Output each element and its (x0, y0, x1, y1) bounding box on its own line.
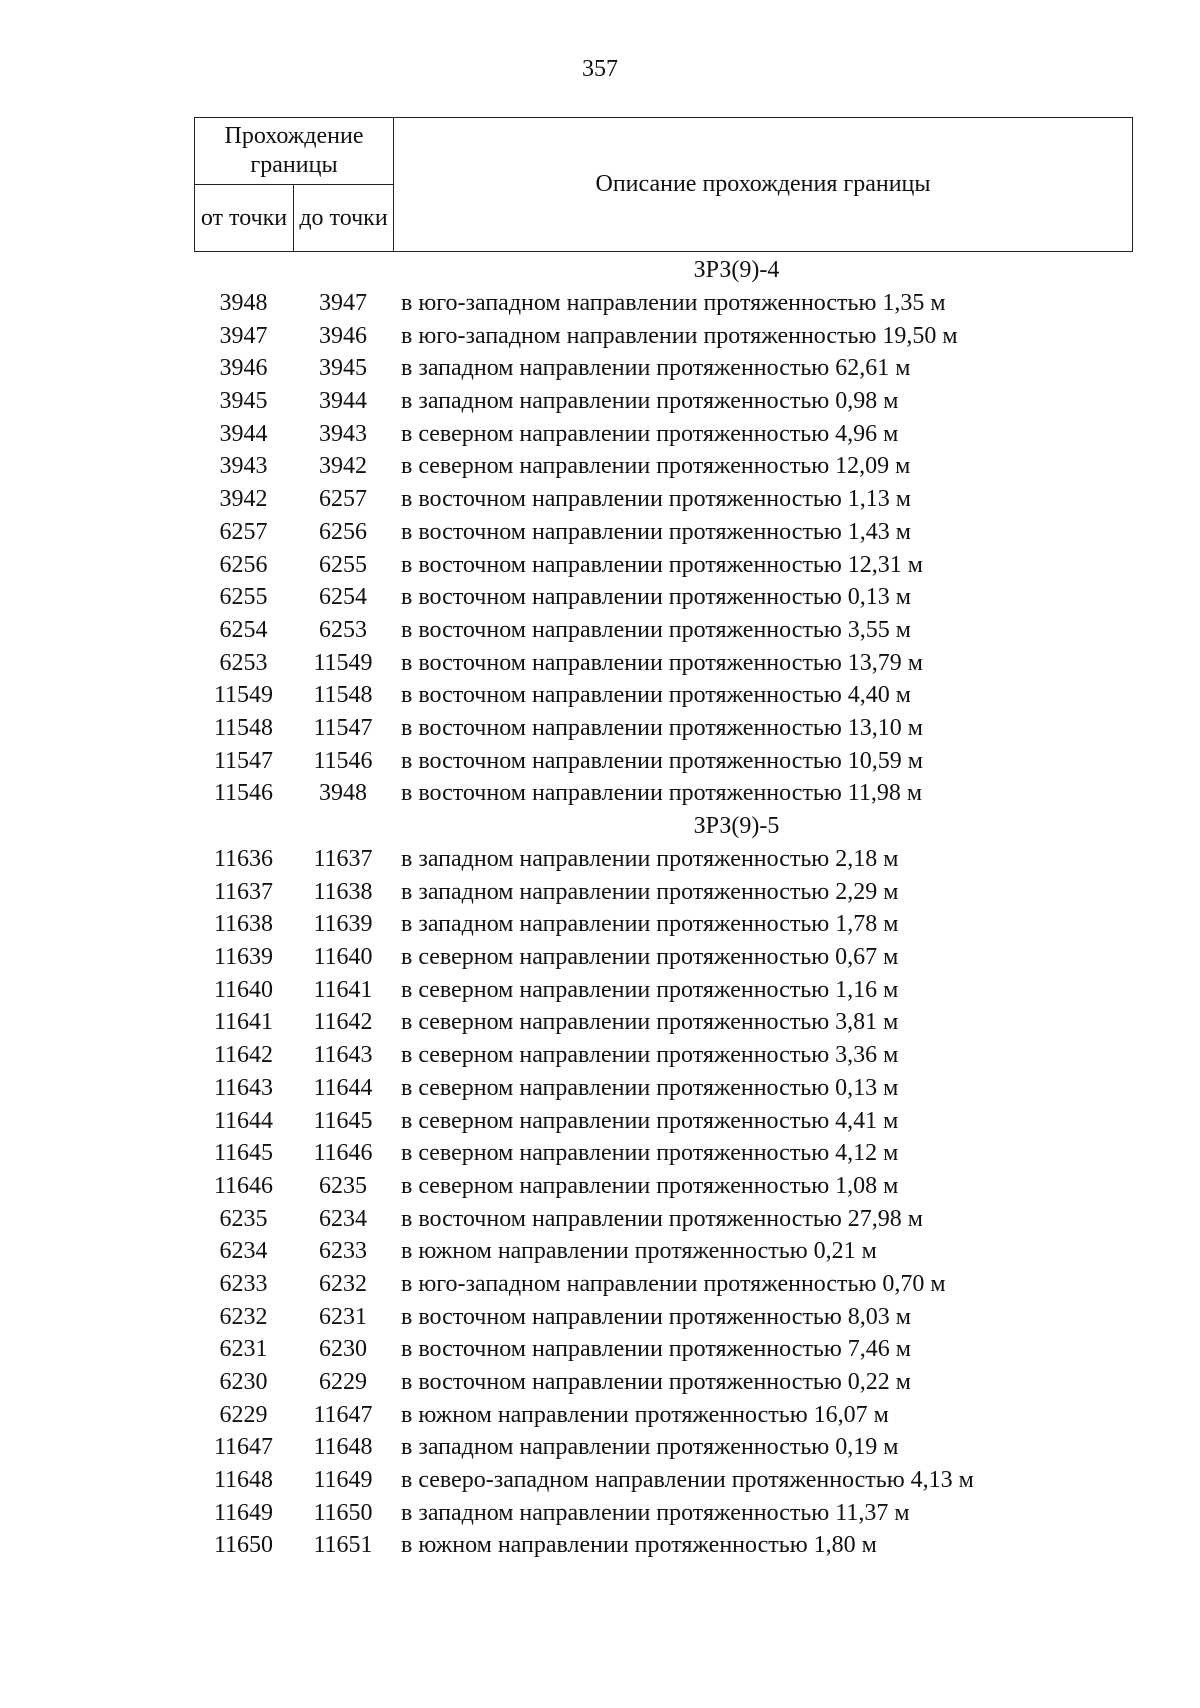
cell-to-point: 11637 (313, 846, 373, 872)
table-row (194, 516, 1134, 549)
cell-from-point: 3943 (219, 453, 268, 480)
cell-to-point: 3947 (319, 290, 367, 316)
cell-from-point: 11642 (213, 1042, 274, 1069)
cell-to-point: 11548 (313, 682, 373, 709)
cell-from-point: 11639 (213, 944, 274, 971)
table-row (194, 941, 1134, 974)
cell-to-point: 3942 (319, 453, 367, 480)
cell-to-point: 3943 (319, 420, 367, 447)
cell-description: в восточном направлении протяженностью 0,13 м (401, 584, 911, 611)
cell-description: в северном направлении протяженностью 1,16 м (401, 976, 899, 1003)
cell-description: в северном направлении протяженностью 4,41 м (401, 1107, 899, 1134)
cell-to-point: 3946 (319, 322, 367, 349)
cell-from-point: 11648 (213, 1467, 274, 1494)
cell-to-point: 6256 (319, 518, 367, 545)
cell-from-point: 11647 (213, 1434, 274, 1461)
table-row (194, 1235, 1134, 1268)
section-title: ЗРЗ(9)-5 (693, 813, 780, 839)
cell-to-point: 6230 (319, 1336, 367, 1363)
cell-description: в восточном направлении протяженностью 11,98 м (401, 780, 923, 807)
cell-description: в западном направлении протяженностью 0,19 м (401, 1434, 899, 1461)
cell-to-point: 11649 (313, 1467, 373, 1494)
cell-from-point: 6230 (219, 1369, 268, 1395)
cell-from-point: 11649 (213, 1499, 274, 1526)
cell-from-point: 6255 (219, 584, 268, 611)
table-row (194, 352, 1134, 385)
table-row (194, 1039, 1134, 1072)
cell-description: в восточном направлении протяженностью 8,03 м (401, 1303, 911, 1330)
cell-description: в восточном направлении протяженностью 0,22 м (401, 1369, 911, 1395)
cell-to-point: 11651 (313, 1532, 373, 1559)
cell-from-point: 11637 (213, 878, 274, 905)
cell-to-point: 11646 (313, 1140, 373, 1167)
table-row (194, 450, 1134, 483)
cell-description: в северном направлении протяженностью 3,36 м (401, 1042, 899, 1069)
table-row (194, 1006, 1134, 1039)
table-row (194, 1170, 1134, 1203)
table-row (194, 1301, 1134, 1334)
cell-to-point: 6231 (319, 1303, 367, 1330)
cell-from-point: 11646 (213, 1172, 274, 1199)
cell-from-point: 6232 (219, 1303, 268, 1330)
cell-to-point: 11642 (313, 1009, 373, 1036)
table-row (194, 1072, 1134, 1105)
cell-description: в северном направлении протяженностью 3,81 м (401, 1009, 899, 1036)
cell-from-point: 6253 (219, 649, 268, 676)
cell-to-point: 3944 (319, 388, 367, 415)
cell-description: в южном направлении протяженностью 16,07 м (401, 1401, 889, 1428)
cell-from-point: 6234 (219, 1238, 268, 1265)
cell-to-point: 6257 (319, 486, 367, 513)
cell-to-point: 11638 (313, 878, 373, 905)
cell-description: в северном направлении протяженностью 0,67 м (401, 944, 899, 971)
table-row (194, 1268, 1134, 1301)
section-title: ЗРЗ(9)-4 (693, 257, 780, 283)
cell-description: в восточном направлении протяженностью 4,40 м (401, 682, 911, 709)
cell-description: в южном направлении протяженностью 1,80 м (401, 1532, 877, 1559)
cell-from-point: 3948 (219, 290, 268, 316)
cell-from-point: 6231 (219, 1336, 268, 1363)
cell-description: в северном направлении протяженностью 4,12 м (401, 1140, 899, 1167)
cell-description: в восточном направлении протяженностью 13,79 м (401, 649, 923, 676)
cell-description: в северном направлении протяженностью 12,09 м (401, 453, 911, 480)
cell-description: в восточном направлении протяженностью 27,98 м (401, 1205, 923, 1232)
cell-from-point: 6229 (219, 1401, 268, 1428)
cell-to-point: 11547 (313, 714, 373, 741)
cell-from-point: 11549 (213, 682, 274, 709)
cell-description: в восточном направлении протяженностью 10,59 м (401, 747, 923, 774)
table-row (194, 549, 1134, 582)
cell-to-point: 11549 (313, 649, 373, 676)
table-row (194, 483, 1134, 516)
cell-description: в северо-западном направлении протяженностью 4,13 м (401, 1467, 974, 1494)
cell-from-point: 11638 (213, 911, 274, 938)
cell-description: в восточном направлении протяженностью 12,31 м (401, 551, 923, 578)
cell-to-point: 11644 (313, 1074, 373, 1101)
table-row (194, 876, 1134, 909)
cell-to-point: 6255 (319, 551, 367, 578)
cell-description: в западном направлении протяженностью 1,78 м (401, 911, 899, 938)
cell-from-point: 6254 (219, 616, 268, 643)
cell-to-point: 11647 (313, 1401, 373, 1428)
cell-to-point: 11643 (313, 1042, 373, 1069)
table-row (194, 1333, 1134, 1366)
table-row (194, 777, 1134, 810)
cell-description: в юго-западном направлении протяженностью 19,50 м (401, 322, 958, 349)
table-row (194, 1431, 1134, 1464)
table-row (194, 745, 1134, 778)
table-row (194, 908, 1134, 941)
cell-from-point: 3944 (219, 420, 268, 447)
cell-to-point: 6253 (319, 616, 367, 643)
table-row (194, 1203, 1134, 1236)
cell-from-point: 11641 (213, 1009, 274, 1036)
table-row (194, 614, 1134, 647)
table-row (194, 1497, 1134, 1530)
cell-from-point: 11650 (213, 1532, 274, 1559)
cell-from-point: 3947 (219, 322, 268, 349)
cell-from-point: 11546 (213, 780, 274, 807)
cell-to-point: 11639 (313, 911, 373, 938)
cell-description: в восточном направлении протяженностью 1,43 м (401, 518, 911, 545)
cell-description: в юго-западном направлении протяженностью 1,35 м (401, 290, 946, 316)
table-row (194, 843, 1134, 876)
table-row (194, 385, 1134, 418)
table-row (194, 320, 1134, 353)
table-row (194, 974, 1134, 1007)
page-number: 357 (582, 56, 618, 82)
cell-description: в юго-западном направлении протяженностью 0,70 м (401, 1270, 946, 1297)
cell-from-point: 3942 (219, 486, 268, 513)
cell-from-point: 6256 (219, 551, 268, 578)
cell-to-point: 11650 (313, 1499, 373, 1526)
cell-description: в восточном направлении протяженностью 3,55 м (401, 616, 911, 643)
cell-description: в западном направлении протяженностью 11,37 м (401, 1499, 910, 1526)
cell-description: в западном направлении протяженностью 2,18 м (401, 846, 899, 872)
table-row (194, 418, 1134, 451)
cell-description: в северном направлении протяженностью 4,96 м (401, 420, 899, 447)
cell-from-point: 6235 (219, 1205, 268, 1232)
cell-from-point: 11548 (213, 714, 274, 741)
cell-to-point: 6254 (319, 584, 367, 611)
cell-description: в западном направлении протяженностью 0,98 м (401, 388, 899, 415)
cell-description: в западном направлении протяженностью 2,29 м (401, 878, 899, 905)
cell-from-point: 6233 (219, 1270, 268, 1297)
table-row (194, 287, 1134, 320)
cell-to-point: 6235 (319, 1172, 367, 1199)
cell-from-point: 3945 (219, 388, 268, 415)
cell-description: в восточном направлении протяженностью 1,13 м (401, 486, 911, 513)
cell-to-point: 3948 (319, 780, 367, 807)
cell-to-point: 11645 (313, 1107, 373, 1134)
header-group: Прохождение границы (195, 118, 394, 185)
table-row (194, 1399, 1134, 1432)
cell-from-point: 11644 (213, 1107, 274, 1134)
cell-from-point: 6257 (219, 518, 268, 545)
cell-from-point: 11643 (213, 1074, 274, 1101)
cell-description: в восточном направлении протяженностью 7,46 м (401, 1336, 911, 1363)
table-row (194, 1105, 1134, 1138)
cell-to-point: 6233 (319, 1238, 367, 1265)
table-row (194, 1366, 1134, 1399)
cell-to-point: 6234 (319, 1205, 367, 1232)
table-row (194, 1529, 1134, 1562)
cell-to-point: 11641 (313, 976, 373, 1003)
cell-to-point: 11640 (313, 944, 373, 971)
cell-to-point: 6229 (319, 1369, 367, 1395)
table-header (194, 117, 1133, 252)
cell-from-point: 11645 (213, 1140, 274, 1167)
cell-from-point: 11640 (213, 976, 274, 1003)
cell-description: в южном направлении протяженностью 0,21 м (401, 1238, 877, 1265)
table-row (194, 1137, 1134, 1170)
table-row (194, 647, 1134, 680)
cell-description: в северном направлении протяженностью 0,13 м (401, 1074, 899, 1101)
cell-to-point: 3945 (319, 355, 367, 382)
header-to: до точки (294, 185, 394, 252)
header-description: Описание прохождения границы (394, 118, 1133, 252)
cell-from-point: 11547 (213, 747, 274, 774)
table-row (194, 712, 1134, 745)
cell-to-point: 11546 (313, 747, 373, 774)
table-body (194, 254, 1134, 1562)
header-from: от точки (195, 185, 294, 252)
cell-description: в восточном направлении протяженностью 13,10 м (401, 714, 923, 741)
cell-to-point: 11648 (313, 1434, 373, 1461)
table-row (194, 581, 1134, 614)
table-row (194, 1464, 1134, 1497)
cell-description: в северном направлении протяженностью 1,08 м (401, 1172, 899, 1199)
cell-from-point: 11636 (213, 846, 274, 872)
table-row (194, 679, 1134, 712)
cell-from-point: 3946 (219, 355, 268, 382)
cell-to-point: 6232 (319, 1270, 367, 1297)
cell-description: в западном направлении протяженностью 62,61 м (401, 355, 911, 382)
